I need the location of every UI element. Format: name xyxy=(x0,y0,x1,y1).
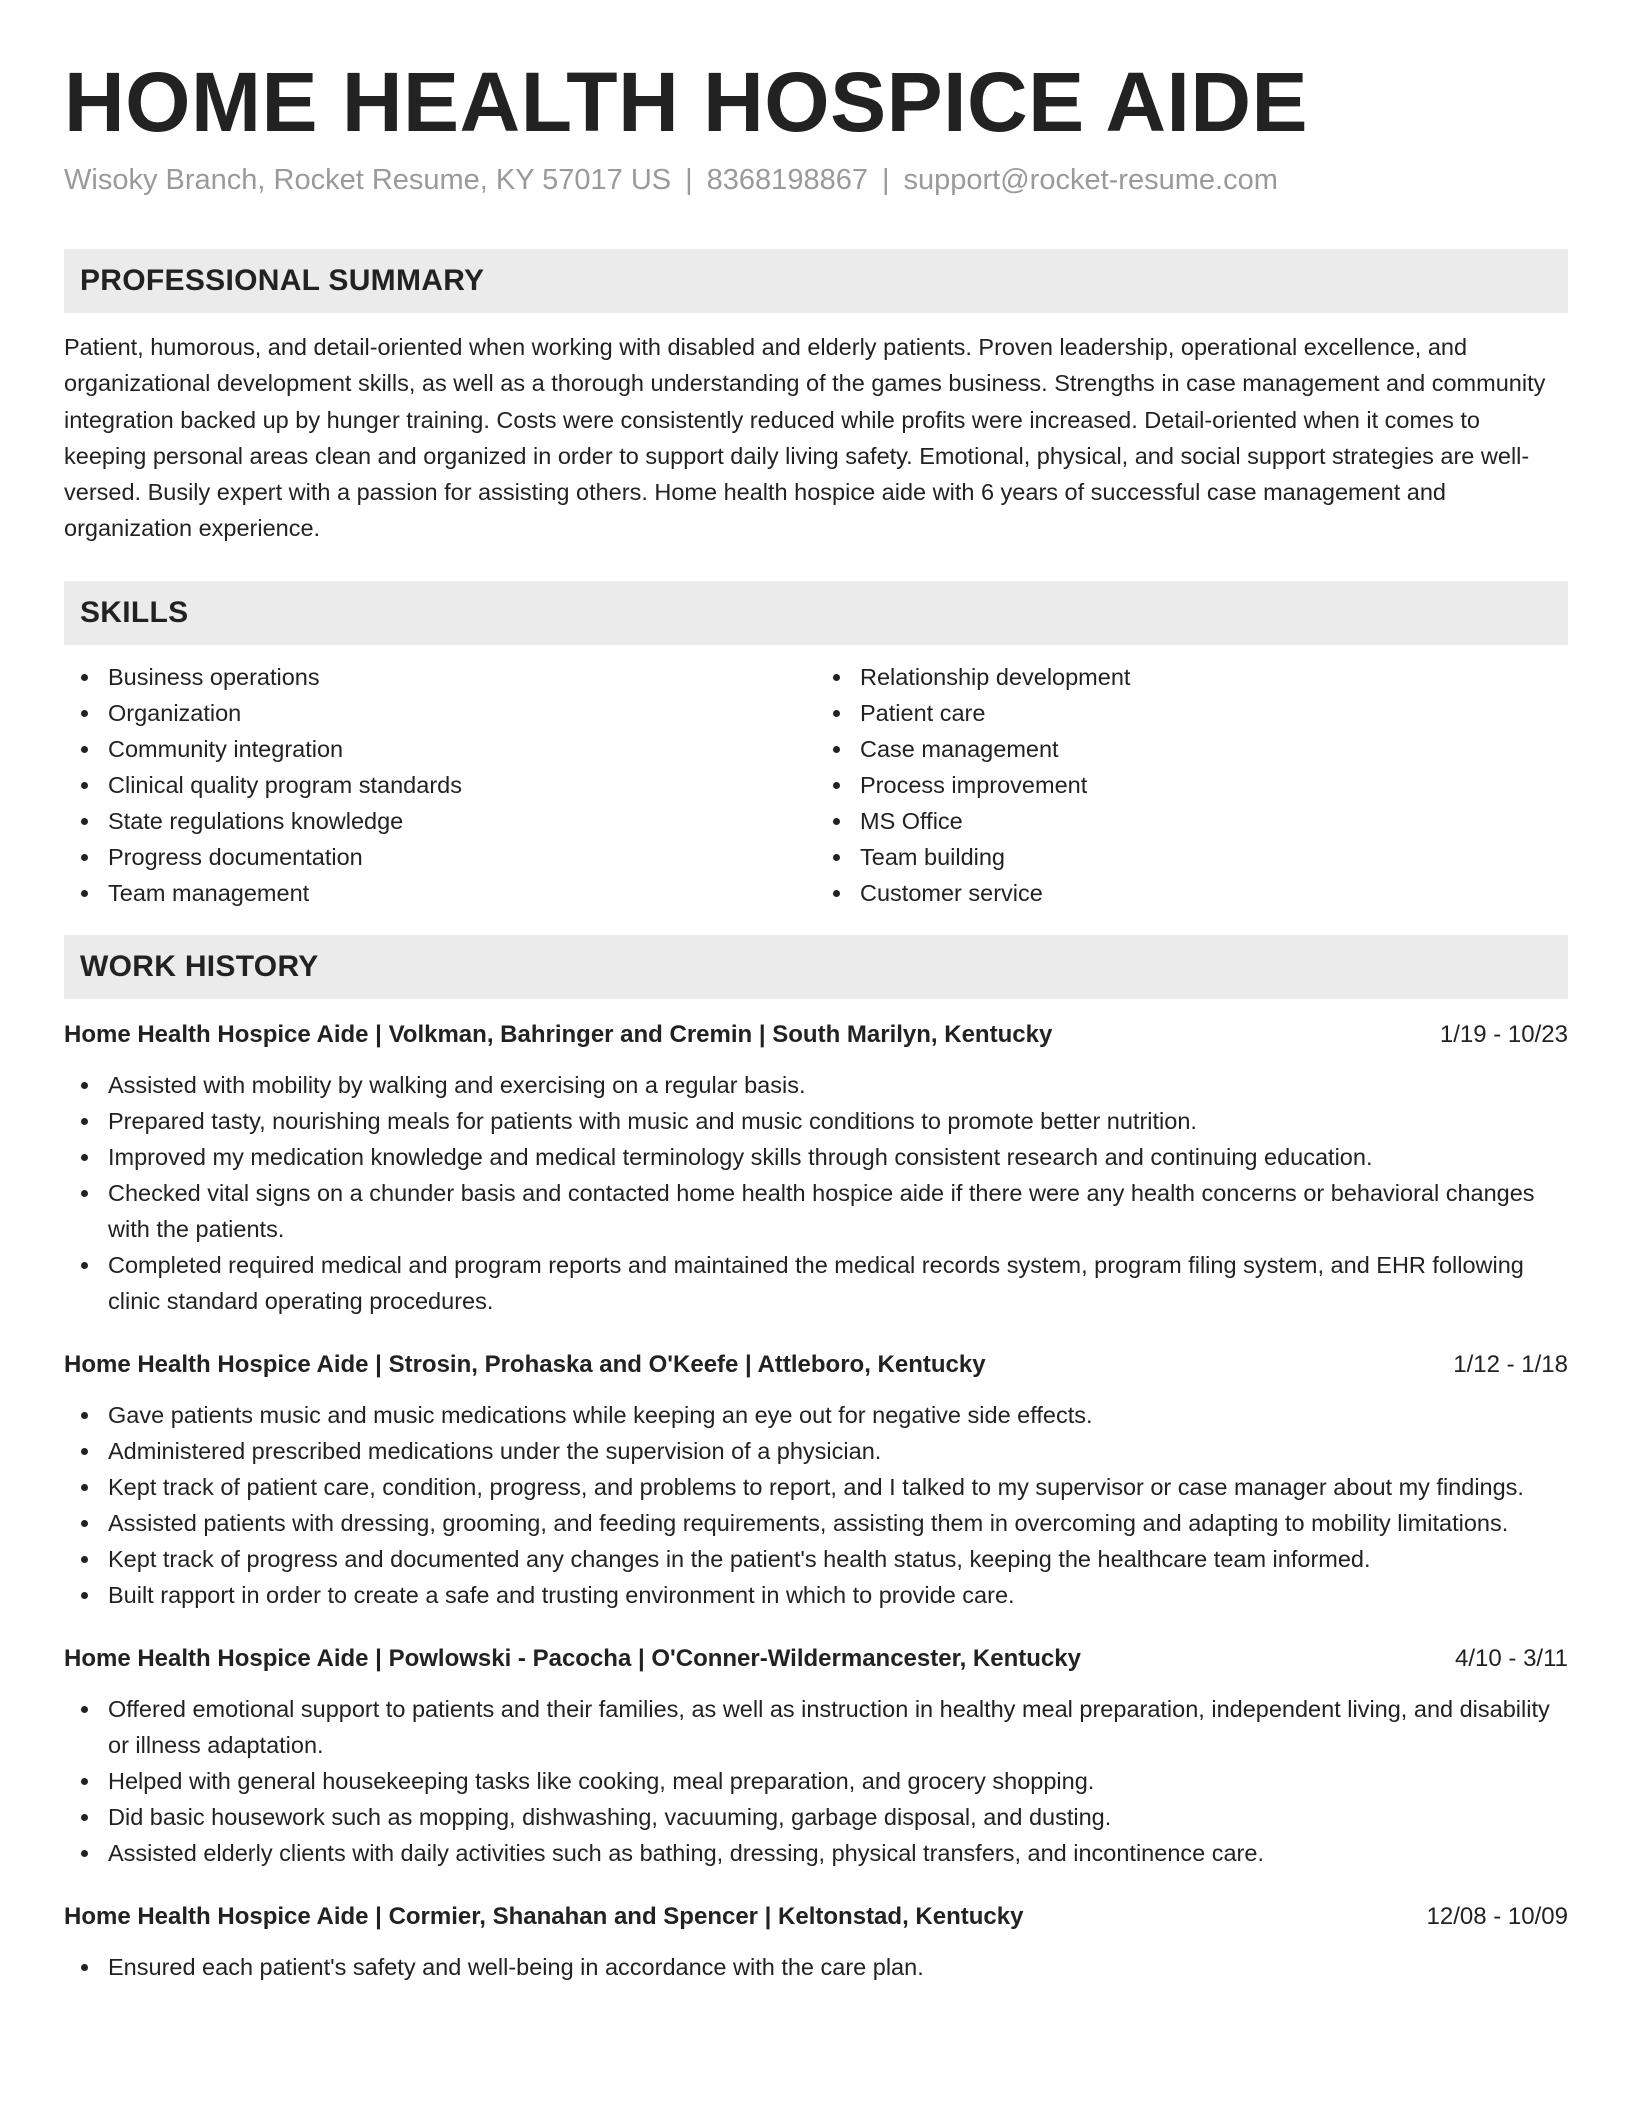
job-bullet: Administered prescribed medications under the supervision of a physician. xyxy=(64,1433,1568,1469)
job-dates: 12/08 - 10/09 xyxy=(1426,1902,1568,1930)
skill-item: Customer service xyxy=(816,875,1568,911)
job-entry xyxy=(64,1347,1568,1613)
contact-separator: | xyxy=(881,164,890,197)
address: Wisoky Branch, Rocket Resume, KY 57017 US xyxy=(64,164,672,197)
skill-item: Business operations xyxy=(64,659,816,695)
job-header xyxy=(64,1899,1568,1935)
skill-item: Team management xyxy=(64,875,816,911)
skill-item: Community integration xyxy=(64,731,816,767)
skills-column-left xyxy=(64,659,816,911)
job-bullet: Checked vital signs on a chunder basis and contacted home health hospice aide if there were any health concerns or behavioral changes with the patients. xyxy=(64,1175,1568,1247)
job-bullets xyxy=(64,1691,1568,1871)
job-bullets xyxy=(64,1397,1568,1613)
job-dates: 1/19 - 10/23 xyxy=(1439,1020,1568,1048)
job-bullet: Built rapport in order to create a safe and trusting environment in which to provide care. xyxy=(64,1577,1568,1613)
job-header xyxy=(64,1347,1568,1383)
work-history-heading: WORK HISTORY xyxy=(64,935,1568,999)
job-bullet: Improved my medication knowledge and medical terminology skills through consistent research and continuing education. xyxy=(64,1139,1568,1175)
phone: 8368198867 xyxy=(706,164,868,197)
job-bullet: Kept track of patient care, condition, progress, and problems to report, and I talked to my supervisor or case manager about my findings. xyxy=(64,1469,1568,1505)
job-bullet: Prepared tasty, nourishing meals for patients with music and music conditions to promote better nutrition. xyxy=(64,1103,1568,1139)
skill-item: Clinical quality program standards xyxy=(64,767,816,803)
job-bullet: Assisted patients with dressing, grooming, and feeding requirements, assisting them in overcoming and adapting to mobility limitations. xyxy=(64,1505,1568,1541)
skill-item: Team building xyxy=(816,839,1568,875)
skill-item: Process improvement xyxy=(816,767,1568,803)
job-entry xyxy=(64,1017,1568,1319)
job-title: Home Health Hospice Aide | Strosin, Prohaska and O'Keefe | Attleboro, Kentucky xyxy=(64,1350,986,1378)
summary-text: Patient, humorous, and detail-oriented when working with disabled and elderly patients. Proven leadership, operational excellence, and organizational development skills, as well as a thorough understanding of the games business. Strengths in case management and community integration backed up by hunger training. Costs were consistently reduced while profits were increased. Detail-oriented when it comes to keeping personal areas clean and organized in order to support daily living safety. Emotional, physical, and social support strategies are well-versed. Busily expert with a passion for assisting others. Home health hospice aide with 6 years of successful case management and organization experience. xyxy=(64,333,1546,542)
candidate-title: HOME HEALTH HOSPICE AIDE xyxy=(64,55,1309,149)
job-bullet: Offered emotional support to patients and their families, as well as instruction in healthy meal preparation, independent living, and disability or illness adaptation. xyxy=(64,1691,1568,1763)
skill-item: Patient care xyxy=(816,695,1568,731)
job-bullet: Kept track of progress and documented any changes in the patient's health status, keeping the healthcare team informed. xyxy=(64,1541,1568,1577)
job-bullet: Completed required medical and program reports and maintained the medical records system, program filing system, and EHR following clinic standard operating procedures. xyxy=(64,1247,1568,1319)
skill-item: Relationship development xyxy=(816,659,1568,695)
contact-separator: | xyxy=(685,164,693,197)
skills-column-right xyxy=(816,659,1568,911)
skills-heading: SKILLS xyxy=(64,581,1568,645)
job-entry xyxy=(64,1899,1568,1985)
job-bullet: Ensured each patient's safety and well-being in accordance with the care plan. xyxy=(64,1949,1568,1985)
skill-item: Progress documentation xyxy=(64,839,816,875)
job-bullet: Gave patients music and music medications while keeping an eye out for negative side effects. xyxy=(64,1397,1568,1433)
job-dates: 1/12 - 1/18 xyxy=(1453,1350,1568,1378)
job-bullets xyxy=(64,1949,1568,1985)
skill-item: Organization xyxy=(64,695,816,731)
skill-item: MS Office xyxy=(816,803,1568,839)
job-dates: 4/10 - 3/11 xyxy=(1455,1644,1568,1672)
work-history-list xyxy=(64,1017,1568,1985)
summary-heading: PROFESSIONAL SUMMARY xyxy=(64,249,1568,313)
job-bullet: Helped with general housekeeping tasks like cooking, meal preparation, and grocery shopping. xyxy=(64,1763,1568,1799)
job-header xyxy=(64,1017,1568,1053)
skill-item: State regulations knowledge xyxy=(64,803,816,839)
email: support@rocket-resume.com xyxy=(903,164,1278,197)
job-bullets xyxy=(64,1067,1568,1319)
job-entry xyxy=(64,1641,1568,1871)
job-bullet: Assisted with mobility by walking and exercising on a regular basis. xyxy=(64,1067,1568,1103)
job-header xyxy=(64,1641,1568,1677)
job-title: Home Health Hospice Aide | Powlowski - Pacocha | O'Conner-Wildermancester, Kentucky xyxy=(64,1644,1081,1672)
contact-line xyxy=(64,160,1568,201)
job-title: Home Health Hospice Aide | Volkman, Bahringer and Cremin | South Marilyn, Kentucky xyxy=(64,1020,1053,1048)
job-title: Home Health Hospice Aide | Cormier, Shanahan and Spencer | Keltonstad, Kentucky xyxy=(64,1902,1024,1930)
job-bullet: Assisted elderly clients with daily activities such as bathing, dressing, physical transfers, and incontinence care. xyxy=(64,1835,1568,1871)
skills-list xyxy=(64,659,1568,911)
skill-item: Case management xyxy=(816,731,1568,767)
job-bullet: Did basic housework such as mopping, dishwashing, vacuuming, garbage disposal, and dusting. xyxy=(64,1799,1568,1835)
